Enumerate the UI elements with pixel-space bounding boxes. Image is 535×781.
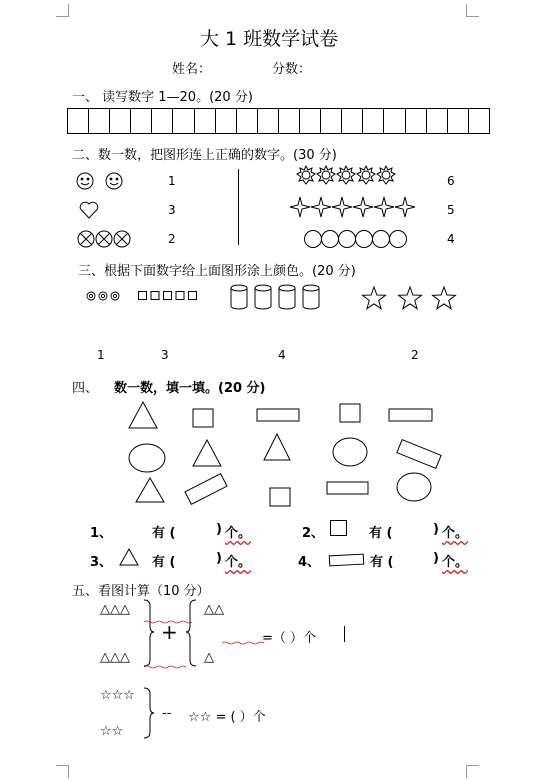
q2-have: 有 ( xyxy=(369,526,393,541)
q1-close: ) xyxy=(216,522,222,537)
triangles-right-top: △△ xyxy=(204,602,224,617)
crop-mark-bottom-left xyxy=(56,765,69,778)
color-number-2: 3 xyxy=(161,348,169,362)
writing-box[interactable] xyxy=(237,109,258,133)
cylinders xyxy=(230,284,326,310)
q2-close: ) xyxy=(433,522,439,537)
writing-box[interactable] xyxy=(131,109,152,133)
q2-number: 2、 xyxy=(302,526,325,541)
writing-box[interactable] xyxy=(89,109,110,133)
writing-box[interactable] xyxy=(68,109,89,133)
q1-unit: 个。 xyxy=(225,526,252,541)
writing-box[interactable] xyxy=(384,109,405,133)
q2-unit: 个。 xyxy=(442,526,469,541)
triangles-left-bottom: △△△ xyxy=(100,650,130,665)
divider-line xyxy=(238,169,239,245)
brace-subtraction xyxy=(142,686,158,740)
writing-box[interactable] xyxy=(279,109,300,133)
smiley-faces xyxy=(76,171,126,191)
addition-answer: =（ ）个 xyxy=(262,631,317,646)
triangle-icon xyxy=(119,548,139,566)
crop-mark-top-left xyxy=(56,4,69,17)
triangles-right-bottom: △ xyxy=(204,650,214,665)
right-number-1: 6 xyxy=(447,174,455,188)
writing-box[interactable] xyxy=(342,109,363,133)
q4-close: ) xyxy=(433,551,439,566)
name-label: 姓名： xyxy=(172,62,212,77)
small-squares xyxy=(138,291,200,301)
writing-box[interactable] xyxy=(406,109,427,133)
five-point-stars xyxy=(362,286,458,310)
q3-have: 有 ( xyxy=(152,555,176,570)
subtraction-answer: ☆☆ = ( ）个 xyxy=(188,710,266,725)
bullseye-circles xyxy=(86,290,126,302)
left-number-1: 1 xyxy=(168,174,176,188)
right-number-2: 5 xyxy=(447,203,455,217)
writing-box[interactable] xyxy=(216,109,237,133)
q3-number: 3、 xyxy=(90,555,113,570)
q4-have: 有 ( xyxy=(370,555,394,570)
text-cursor xyxy=(344,626,345,642)
writing-box[interactable] xyxy=(110,109,131,133)
writing-box[interactable] xyxy=(427,109,448,133)
q4-unit: 个。 xyxy=(442,555,469,570)
q3-close: ) xyxy=(216,551,222,566)
right-number-3: 4 xyxy=(447,232,455,246)
q4-number: 4、 xyxy=(298,555,321,570)
triangles-left-top: △△△ xyxy=(100,602,130,617)
writing-box[interactable] xyxy=(152,109,173,133)
writing-box[interactable] xyxy=(258,109,279,133)
section2-heading: 二、数一数，把图形连上正确的数字。(30 分) xyxy=(72,148,337,163)
q1-have: 有 ( xyxy=(152,526,176,541)
section3-heading: 三、根据下面数字给上面图形涂上颜色。(20 分) xyxy=(78,264,356,279)
page-title: 大 1 班数学试卷 xyxy=(200,28,339,50)
color-number-4: 2 xyxy=(411,348,419,362)
shapes-panel xyxy=(120,398,445,510)
plus-sign: + xyxy=(161,620,178,644)
wavy-underline xyxy=(222,640,266,646)
writing-box[interactable] xyxy=(173,109,194,133)
color-number-3: 4 xyxy=(278,348,286,362)
heart-icon xyxy=(78,200,100,220)
left-number-2: 3 xyxy=(168,203,176,217)
section1-heading: 一、 读写数字 1—20。(20 分) xyxy=(72,90,253,105)
section5-heading: 五、看图计算（10 分） xyxy=(72,584,210,599)
section4-heading: 数一数，填一填。(20 分) xyxy=(114,381,266,396)
crossed-circles xyxy=(77,229,133,249)
square-icon xyxy=(330,520,348,537)
left-number-3: 2 xyxy=(168,232,176,246)
q3-unit: 个。 xyxy=(225,555,252,570)
writing-box[interactable] xyxy=(195,109,216,133)
section4-number: 四、 xyxy=(72,381,99,396)
writing-box[interactable] xyxy=(469,109,489,133)
writing-box[interactable] xyxy=(300,109,321,133)
four-point-stars xyxy=(289,196,415,218)
stars-left-bottom: ☆☆ xyxy=(100,724,124,739)
sun-shapes xyxy=(296,165,396,185)
writing-box[interactable] xyxy=(448,109,469,133)
stars-left-top: ☆☆☆ xyxy=(100,688,135,703)
crop-mark-bottom-right xyxy=(466,765,479,778)
color-number-1: 1 xyxy=(97,348,105,362)
number-writing-boxes xyxy=(67,108,490,134)
minus-sign: -- xyxy=(162,706,172,721)
score-label: 分数： xyxy=(272,62,312,77)
writing-box[interactable] xyxy=(321,109,342,133)
crop-mark-top-right xyxy=(466,4,479,17)
writing-box[interactable] xyxy=(363,109,384,133)
rectangle-icon xyxy=(329,553,365,567)
empty-circles xyxy=(304,229,408,249)
q1-number: 1、 xyxy=(90,526,113,541)
